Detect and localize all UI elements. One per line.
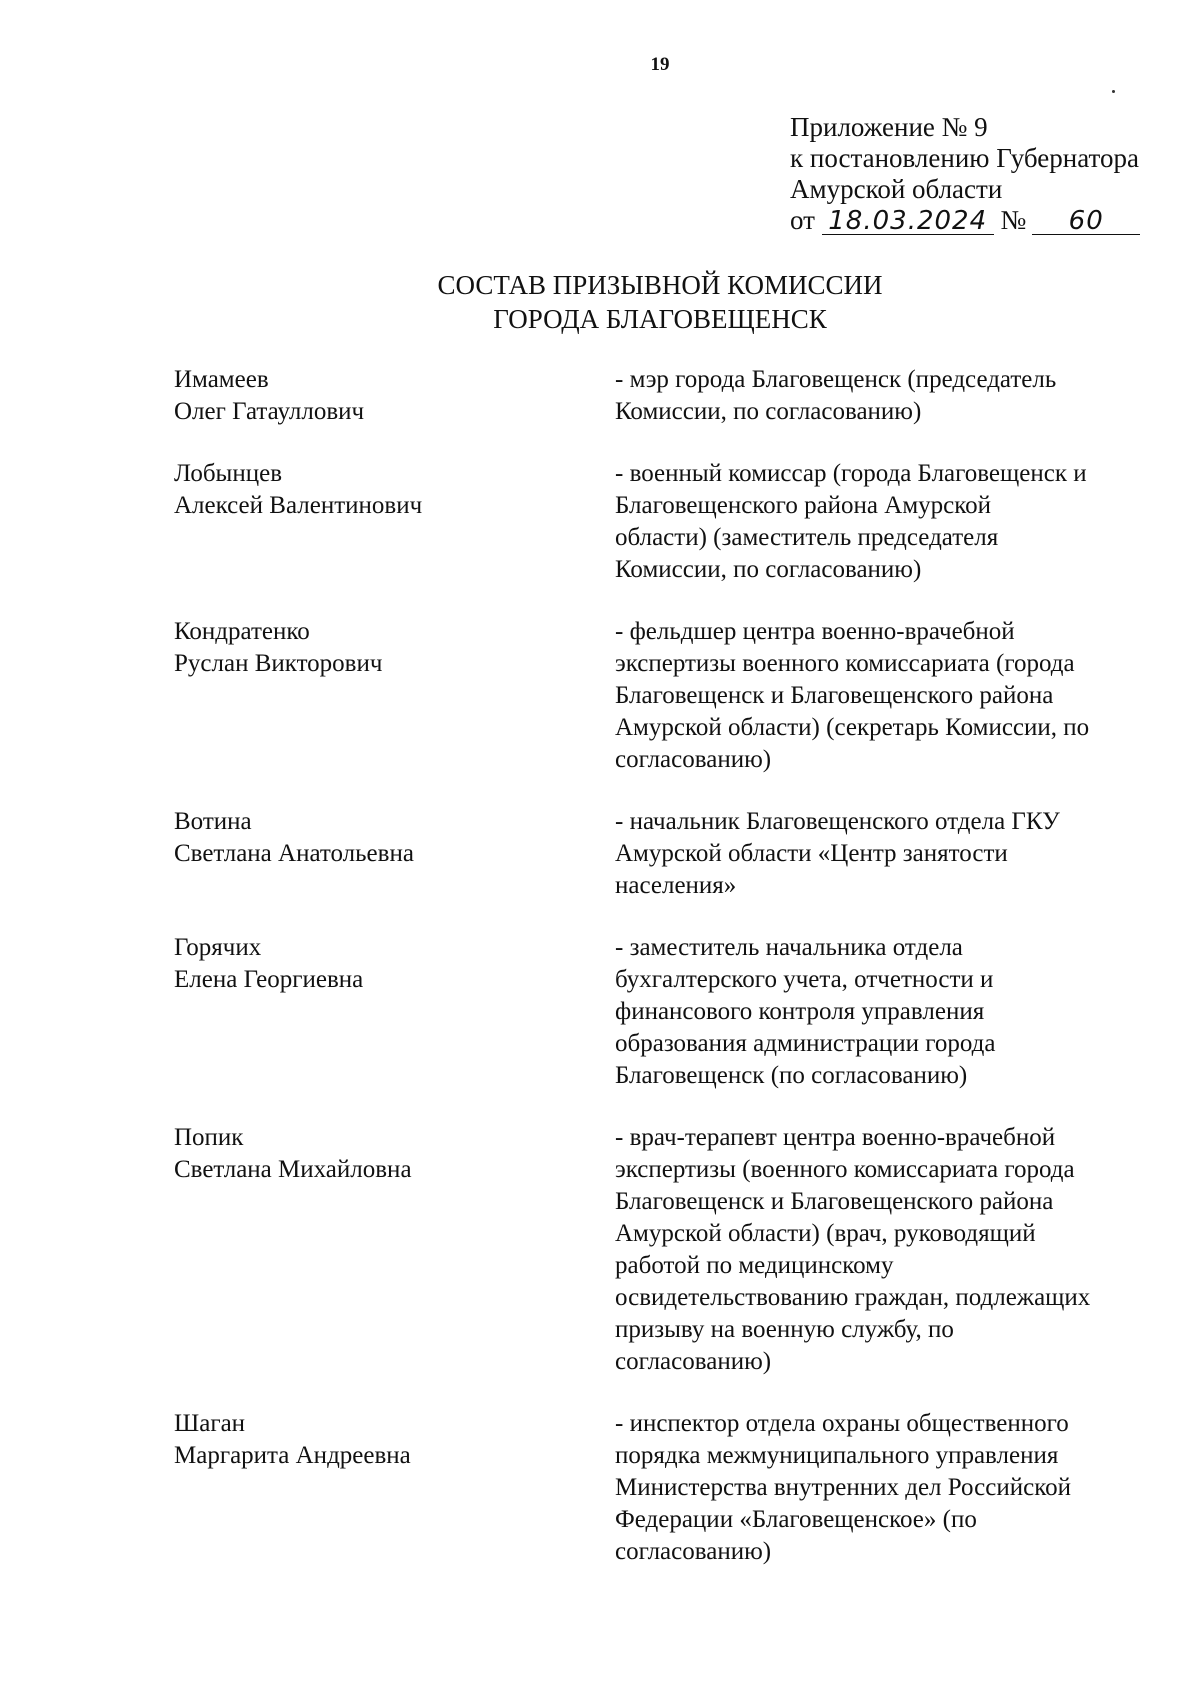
- member-name: Попик Светлана Михайловна: [174, 1124, 412, 1183]
- title-line-2: ГОРОДА БЛАГОВЕЩЕНСК: [493, 304, 827, 334]
- member-name: Кондратенко Руслан Викторович: [174, 618, 383, 677]
- member-role: - врач-терапевт центра военно-врачебной экспертизы (военного комиссариата города Благовещенск и Благовещенского района Амурской области) (врач, руководящий работой по медицинскому освидетельствованию граждан, подлежащих призыву на военную службу, по согласованию): [615, 1124, 1091, 1375]
- appendix-number: Приложение № 9: [790, 112, 988, 142]
- date-prefix: от: [790, 205, 815, 235]
- number-label: №: [1000, 205, 1027, 235]
- member-role: - мэр города Благовещенск (председатель Комиссии, по согласованию): [615, 366, 1057, 425]
- scan-speck: [1112, 90, 1115, 93]
- appendix-header: [790, 112, 1150, 236]
- member-entry: [0, 806, 1200, 902]
- member-name: Шаган Маргарита Андреевна: [174, 1410, 411, 1469]
- member-role: - фельдшер центра военно-врачебной экспертизы военного комиссариата (города Благовещенск и Благовещенского района Амурской области) (секретарь Комиссии, по согласованию): [615, 618, 1090, 773]
- member-entry: [0, 932, 1200, 1092]
- document-title: [300, 268, 1020, 336]
- appendix-decree: к постановлению Губернатора: [790, 143, 1139, 173]
- member-name: Имамеев Олег Гатауллович: [174, 366, 365, 425]
- title-line-1: СОСТАВ ПРИЗЫВНОЙ КОМИССИИ: [437, 270, 883, 300]
- member-entry: [0, 616, 1200, 776]
- decree-date: 18.03.2024: [822, 208, 994, 235]
- member-entry: [0, 458, 1200, 586]
- member-entry: [0, 364, 1200, 428]
- member-role: - военный комиссар (города Благовещенск и Благовещенского района Амурской области) (заместитель председателя Комиссии, по согласованию): [615, 460, 1087, 583]
- member-role: - заместитель начальника отдела бухгалтерского учета, отчетности и финансового контроля управления образования администрации города Благовещенск (по согласованию): [615, 934, 996, 1089]
- decree-number: 60: [1032, 208, 1140, 235]
- members-list: [0, 364, 1200, 1598]
- member-entry: [0, 1122, 1200, 1378]
- member-role: - начальник Благовещенского отдела ГКУ Амурской области «Центр занятости населения»: [615, 808, 1060, 899]
- member-name: Горячих Елена Георгиевна: [174, 934, 364, 993]
- member-name: Лобынцев Алексей Валентинович: [174, 460, 423, 519]
- member-role: - инспектор отдела охраны общественного порядка межмуниципального управления Министерства внутренних дел Российской Федерации «Благовещенское» (по согласованию): [615, 1410, 1071, 1565]
- appendix-date-line: [790, 205, 1150, 236]
- page-number: 19: [650, 54, 670, 75]
- appendix-region: Амурской области: [790, 174, 1003, 204]
- member-entry: [0, 1408, 1200, 1568]
- member-name: Вотина Светлана Анатольевна: [174, 808, 414, 867]
